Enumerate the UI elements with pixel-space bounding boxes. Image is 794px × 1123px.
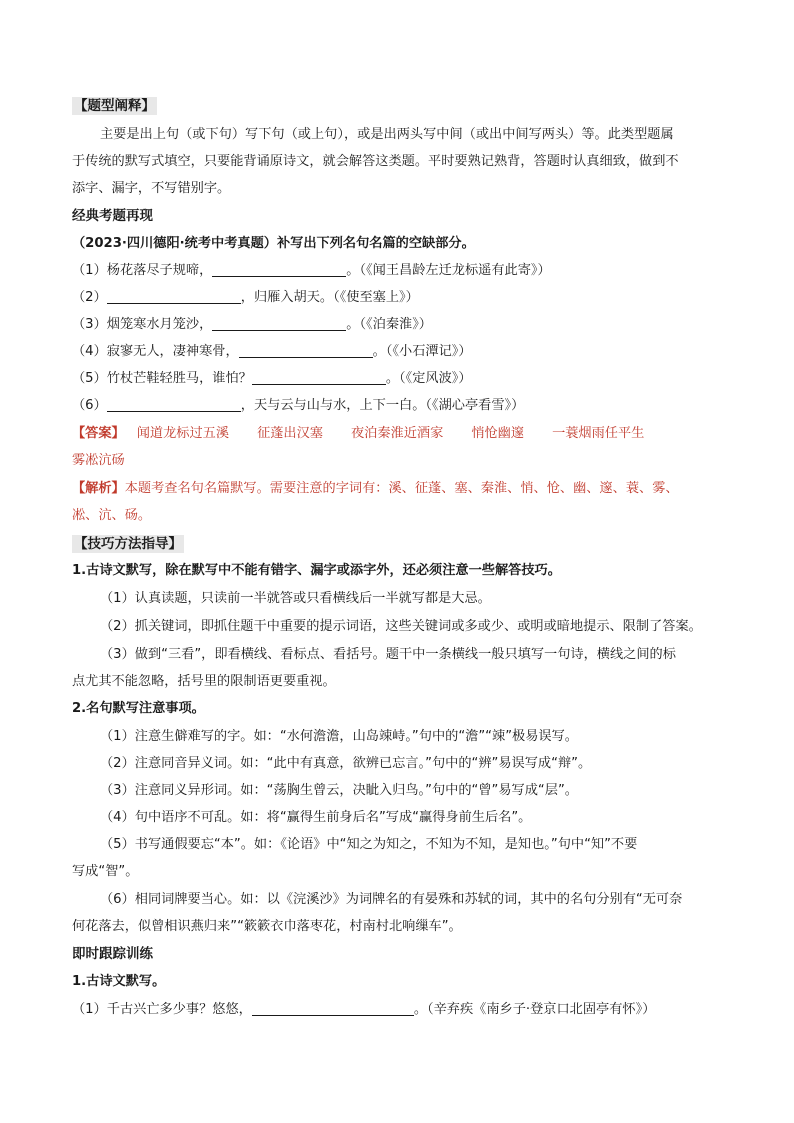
note-item: （1）注意生僻难写的字。如：“水何澹澹，山岛竦峙。”句中的“澹”“竦”极易误写。 — [100, 729, 578, 744]
skill-header-label: 【技巧方法指导】 — [74, 536, 182, 552]
question-item-post: ，归雁入胡天。（《使至塞上》） — [240, 290, 419, 305]
answer-blank[interactable] — [212, 262, 346, 277]
question-item-number: （3） — [72, 317, 107, 332]
answer-last: 雾凇沆砀 — [72, 453, 125, 468]
analysis-line-1 — [72, 479, 679, 499]
question-item — [72, 288, 419, 308]
answer-blank[interactable] — [107, 397, 241, 412]
question-prompt — [72, 234, 475, 254]
answer-line — [72, 424, 672, 444]
question-item-pre: 烟笼寒水月笼沙， — [106, 317, 213, 332]
answer-label: 【答案】 — [72, 426, 125, 441]
question-item-number: （2） — [72, 290, 107, 305]
type-header — [72, 96, 157, 116]
skill-point: （1）认真读题，只读前一半就答或只看横线后一半就写都是大忌。 — [100, 591, 491, 606]
question-item — [72, 261, 551, 281]
analysis-text: 本题考查名句名篇默写。需要注意的字词有：溪、征蓬、塞、秦淮、悄、怆、幽、邃、蓑、雾、 — [124, 481, 679, 496]
question-item-number: （4） — [72, 344, 107, 359]
training-question-number: （1） — [72, 1002, 107, 1017]
skill-header — [72, 534, 184, 554]
question-item-pre: 竹杖芒鞋轻胜马，谁怕？ — [106, 371, 252, 386]
question-item-pre: 寂寥无人，凄神寒骨， — [106, 344, 239, 359]
note-item: （6）相同词牌要当心。如：以《浣溪沙》为词牌名的有晏殊和苏轼的词，其中的名句分别有“无可奈 — [100, 892, 683, 907]
answer-item: 一蓑烟雨任平生 — [552, 426, 645, 441]
question-item — [72, 396, 524, 416]
answer-item: 悄怆幽邃 — [471, 426, 525, 441]
question-item-pre: 杨花落尽子规啼， — [106, 263, 213, 278]
question-item-post: 。（《小石潭记》） — [372, 344, 472, 359]
note-item: （3）注意同义异形词。如：“荡胸生曾云，决眦入归鸟。”句中的“曾”易写成“层”。 — [100, 783, 578, 798]
question-item-post: ，天与云与山与水，上下一白。（《湖心亭看雪》） — [240, 398, 525, 413]
answer-item: 夜泊秦淮近酒家 — [351, 426, 444, 441]
training-question-pre: 千古兴亡多少事？悠悠， — [106, 1002, 252, 1017]
skill-heading-2: 2.名句默写注意事项。 — [72, 701, 205, 716]
question-item-number: （1） — [72, 263, 107, 278]
question-instruction: 补写出下列名句名篇的空缺部分。 — [276, 236, 475, 251]
question-item — [72, 369, 472, 389]
note-item-cont: 何花落去，似曾相识燕归来”“簌簌衣巾落枣花，村南村北响缫车”。 — [72, 919, 462, 934]
answer-blank[interactable] — [212, 316, 346, 331]
type-paragraph-line-2: 于传统的默写式填空，只要能背诵原诗文，就会解答这类题。平时要熟记熟背，答题时认真细致，做到不 — [72, 154, 679, 169]
training-question-post: 。（辛弃疾《南乡子·登京口北固亭有怀》） — [413, 1002, 656, 1017]
skill-heading-1: 1.古诗文默写，除在默写中不能有错字、漏字或添字外，还必须注意一些解答技巧。 — [72, 563, 561, 578]
question-item-post: 。（《定风波》） — [385, 371, 472, 386]
note-item-cont: 写成“智”。 — [72, 864, 139, 879]
answer-blank[interactable] — [107, 289, 241, 304]
type-paragraph-line-1: 主要是出上句（或下句）写下句（或上句），或是出两头写中间（或出中间写两头）等。此类型题属 — [100, 127, 674, 142]
answer-blank[interactable] — [252, 370, 386, 385]
classic-header: 经典考题再现 — [72, 208, 153, 224]
question-item-post: 。（《泊秦淮》） — [346, 317, 432, 332]
type-header-label: 【题型阐释】 — [74, 98, 155, 114]
answer-item: 征蓬出汉塞 — [257, 426, 323, 441]
training-header: 即时跟踪训练 — [72, 946, 153, 962]
answer-blank[interactable] — [239, 343, 373, 358]
note-item: （4）句中语序不可乱。如：将“赢得生前身后名”写成“赢得身前生后名”。 — [100, 810, 532, 825]
analysis-line-2: 凇、沆、砀。 — [72, 508, 152, 523]
answer-blank[interactable] — [252, 1001, 414, 1016]
note-item: （5）书写通假要忘“本”。如：《论语》中“知之为知之，不知为不知，是知也。”句中“知”不要 — [100, 837, 638, 852]
type-paragraph-line-3: 添字、漏字，不写错别字。 — [72, 181, 231, 196]
skill-point: （3）做到“三看”，即看横线、看标点、看括号。题干中一条横线一般只填写一句诗，横线之间的标 — [100, 647, 676, 662]
question-item — [72, 315, 432, 335]
analysis-label: 【解析】 — [72, 481, 125, 496]
question-item-number: （6） — [72, 398, 107, 413]
skill-point-cont: 点尤其不能忽略，括号里的限制语更要重视。 — [72, 674, 336, 689]
training-heading: 1.古诗文默写。 — [72, 974, 166, 989]
question-item — [72, 342, 472, 362]
skill-point: （2）抓关键词，即抓住题干中重要的提示词语，这些关键词或多或少、或明或暗地提示、限制了答案。 — [100, 619, 702, 634]
question-source: （2023·四川德阳·统考中考真题） — [72, 236, 277, 251]
answer-item: 闻道龙标过五溪 — [136, 426, 230, 441]
note-item: （2）注意同音异义词。如：“此中有真意，欲辨已忘言。”句中的“辨”易误写成“辩”。 — [100, 756, 592, 771]
question-item-number: （5） — [72, 371, 107, 386]
training-question — [72, 1000, 655, 1020]
question-item-post: 。（《闻王昌龄左迁龙标遥有此寄》） — [346, 263, 551, 278]
